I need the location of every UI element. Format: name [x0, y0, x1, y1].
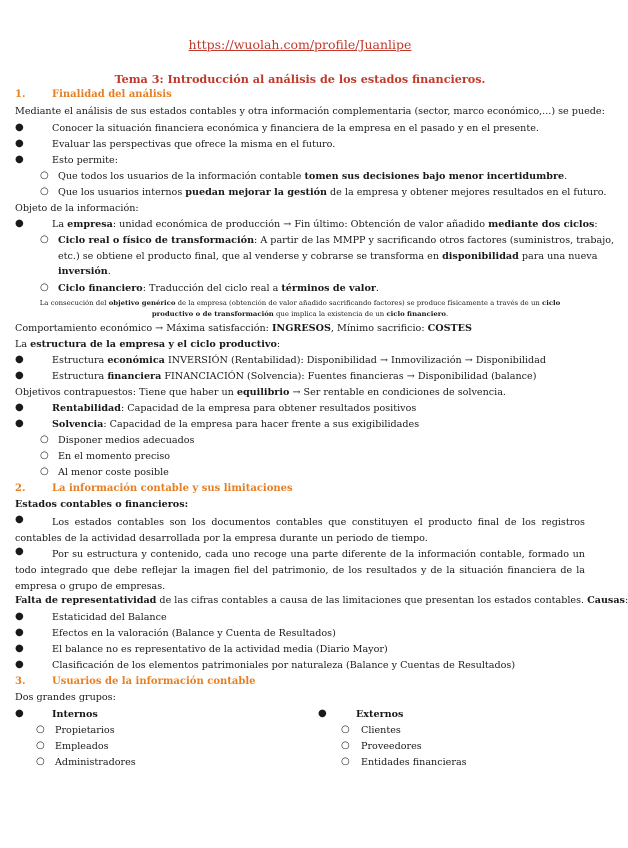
circle-bullet-icon: ○ [36, 756, 45, 767]
section-2-number: 2. [15, 483, 26, 494]
externos-heading: Externos [356, 709, 404, 720]
list-item: Clientes [361, 725, 401, 736]
comportamiento-text: Comportamiento económico → Máxima satisfacción: INGRESOS, Mínimo sacrificio: COSTES [15, 323, 472, 334]
circle-bullet-icon: ○ [40, 170, 49, 181]
bullet-icon: ● [15, 370, 24, 381]
footnote-line-2: productivo o de transformación que implica la existencia de un ciclo financiero. [151, 310, 449, 318]
footnote-line-1: La consecución del objetivo genérico de la empresa (obtención de valor añadido sacrificando factores) se produce físicamente a través de un ciclo [39, 299, 561, 307]
bullet-icon: ● [15, 154, 24, 165]
list-item: Propietarios [55, 725, 115, 736]
list-item: Estaticidad del Balance [52, 612, 167, 623]
falta-text: Falta de representatividad de las cifras contables a causa de las limitaciones que presentan los estados contables. Causas: [15, 595, 628, 606]
circle-bullet-icon: ○ [341, 756, 350, 767]
bullet-icon: ● [15, 611, 24, 622]
list-item: Administradores [55, 757, 136, 768]
list-item: Entidades financieras [361, 757, 467, 768]
sub-list-item-cont: inversión. [58, 266, 111, 277]
list-item: Solvencia: Capacidad de la empresa para hacer frente a sus exigibilidades [52, 419, 420, 430]
section-1-title: Finalidad del análisis [52, 89, 172, 100]
paragraph-estructura: Por su estructura y contenido, cada uno recoge una parte diferente de la información contable, formado un todo integrado que debe reflejar la imagen fiel del patrimonio, de los resultados y de la situación financiera de la empresa o grupo de empresas. [15, 549, 585, 592]
section-3-title: Usuarios de la información contable [52, 676, 256, 687]
circle-bullet-icon: ○ [341, 724, 350, 735]
circle-bullet-icon: ○ [40, 466, 49, 477]
section-3-number: 3. [15, 676, 26, 687]
sub-list-item: Que todos los usuarios de la información contable tomen sus decisiones bajo menor incertidumbre. [58, 171, 568, 182]
circle-bullet-icon: ○ [40, 434, 49, 445]
bullet-icon: ● [15, 546, 24, 557]
objetivos-text: Objetivos contrapuestos: Tiene que haber un equilibrio → Ser rentable en condiciones de solvencia. [15, 387, 506, 398]
sub-list-item: Disponer medios adecuados [58, 435, 195, 446]
list-item: Estructura financiera FINANCIACIÓN (Solvencia): Fuentes financieras → Disponibilidad (balance) [52, 371, 537, 382]
list-item: Evaluar las perspectivas que ofrece la misma en el futuro. [52, 139, 336, 150]
estructura-heading: La estructura de la empresa y el ciclo productivo: [15, 339, 281, 350]
bullet-icon: ● [318, 708, 327, 719]
bullet-icon: ● [15, 218, 24, 229]
bullet-icon: ● [15, 643, 24, 654]
circle-bullet-icon: ○ [40, 234, 49, 245]
circle-bullet-icon: ○ [40, 450, 49, 461]
list-item: El balance no es representativo de la actividad media (Diario Mayor) [52, 644, 388, 655]
dos-grupos-text: Dos grandes grupos: [15, 692, 116, 703]
sub-list-item: Ciclo financiero: Traducción del ciclo real a términos de valor. [58, 283, 379, 294]
bullet-icon: ● [15, 708, 24, 719]
sub-list-item: Que los usuarios internos puedan mejorar la gestión de la empresa y obtener mejores resultados en el futuro. [58, 187, 607, 198]
sub-list-item: Al menor coste posible [58, 467, 169, 478]
list-item: Rentabilidad: Capacidad de la empresa para obtener resultados positivos [52, 403, 417, 414]
document-title: Tema 3: Introducción al análisis de los estados financieros. [114, 72, 486, 86]
circle-bullet-icon: ○ [36, 740, 45, 751]
internos-heading: Internos [52, 709, 98, 720]
bullet-icon: ● [15, 418, 24, 429]
bullet-icon: ● [15, 514, 24, 525]
list-item: La empresa: unidad económica de producción → Fin último: Obtención de valor añadido mediante dos ciclos: [52, 219, 598, 230]
circle-bullet-icon: ○ [40, 282, 49, 293]
source-url-link[interactable]: https://wuolah.com/profile/Juanlipe [188, 37, 412, 52]
list-item: Proveedores [361, 741, 422, 752]
bullet-icon: ● [15, 354, 24, 365]
section-1-number: 1. [15, 89, 26, 100]
list-item: Estructura económica INVERSIÓN (Rentabilidad): Disponibilidad → Inmovilización → Disponibilidad [52, 355, 547, 366]
objeto-heading: Objeto de la información: [15, 203, 139, 214]
list-item: Esto permite: [52, 155, 118, 166]
bullet-icon: ● [15, 138, 24, 149]
list-item: Clasificación de los elementos patrimoniales por naturaleza (Balance y Cuentas de Resultados) [52, 660, 516, 671]
circle-bullet-icon: ○ [341, 740, 350, 751]
bullet-icon: ● [15, 659, 24, 670]
section-2-title: La información contable y sus limitaciones [52, 483, 293, 494]
sub-list-item: En el momento preciso [58, 451, 171, 462]
intro-text: Mediante el análisis de sus estados contables y otra información complementaria (sector, marco económico,...) se puede: [15, 106, 605, 117]
sub-list-item: Ciclo real o físico de transformación: A partir de las MMPP y sacrificando otros factores (suministros, trabajo, [58, 235, 615, 246]
sub-list-item-cont: etc.) se obtiene el producto final, que al venderse y cobrarse se transforma en disponibilidad para una nueva [58, 251, 598, 262]
estados-heading: Estados contables o financieros: [15, 499, 189, 510]
bullet-icon: ● [15, 402, 24, 413]
bullet-icon: ● [15, 627, 24, 638]
circle-bullet-icon: ○ [36, 724, 45, 735]
list-item: Efectos en la valoración (Balance y Cuenta de Resultados) [52, 628, 336, 639]
bullet-icon: ● [15, 122, 24, 133]
list-item: Conocer la situación financiera económica y financiera de la empresa en el pasado y en el presente. [52, 123, 539, 134]
list-item: Empleados [55, 741, 109, 752]
circle-bullet-icon: ○ [40, 186, 49, 197]
paragraph-estados: Los estados contables son los documentos contables que constituyen el producto final de los registros contables de la actividad desarrollada por la empresa durante un periodo de tiempo. [15, 517, 585, 544]
